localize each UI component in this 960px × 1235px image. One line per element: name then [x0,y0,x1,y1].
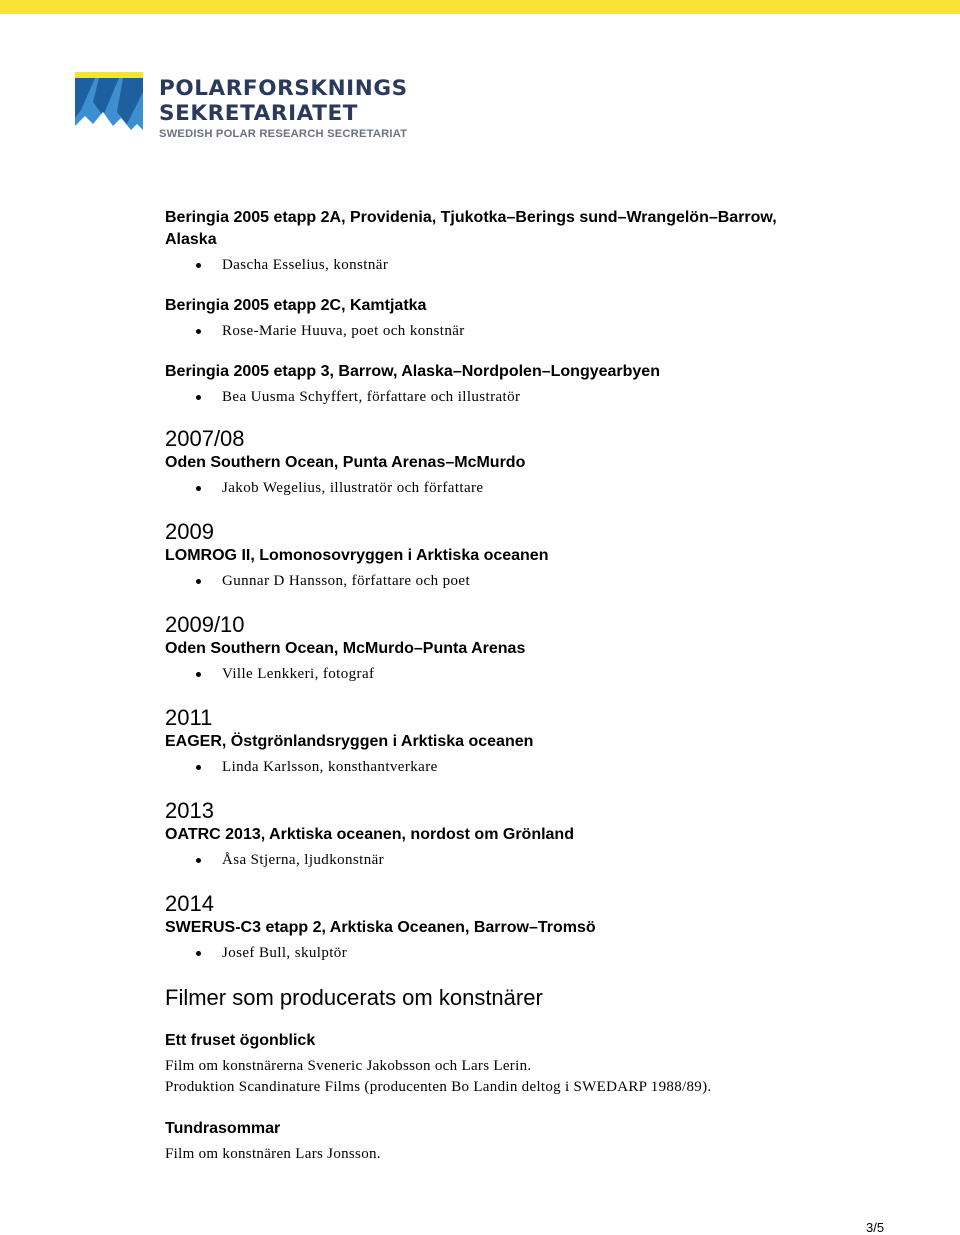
expedition-title: Oden Southern Ocean, McMurdo–Punta Arenas [165,640,526,657]
participant-list [165,321,825,341]
logo-title-line2: SEKRETARIATET [159,101,359,126]
year-heading: 2009 [165,519,214,544]
document-body [165,207,825,1165]
entry-beringia-3 [165,361,825,407]
entry-2013 [165,798,825,870]
entry-2009-10 [165,612,825,684]
participant-list [165,571,825,591]
polar-mountain-logo-icon [75,72,143,140]
expedition-title: SWERUS-C3 etapp 2, Arktiska Oceanen, Barrow–Tromsö [165,919,596,936]
film-description: Produktion Scandinature Films (producenten Bo Landin deltog i SWEDARP 1988/89). [165,1079,712,1095]
entry-beringia-2a [165,207,825,275]
participant-list [165,255,825,275]
participant-list [165,850,825,870]
expedition-title: LOMROG II, Lomonosovryggen i Arktiska oceanen [165,547,549,564]
participant-item: Gunnar D Hansson, författare och poet [165,571,825,591]
expedition-title: EAGER, Östgrönlandsryggen i Arktiska oceanen [165,733,534,750]
page-number: 3/5 [866,1220,885,1235]
entry-beringia-2c [165,295,825,341]
participant-item: Linda Karlsson, konsthantverkare [165,757,825,777]
participant-list [165,387,825,407]
logo-title-line1: POLARFORSKNINGS [159,76,408,101]
participant-list [165,757,825,777]
logo [75,72,408,144]
expedition-title: Oden Southern Ocean, Punta Arenas–McMurdo [165,454,526,471]
year-heading: 2009/10 [165,612,245,637]
top-accent-bar [0,0,960,14]
expedition-title: OATRC 2013, Arktiska oceanen, nordost om Grönland [165,826,574,843]
entry-2011 [165,705,825,777]
film-title: Tundrasommar [165,1120,281,1137]
year-heading: 2013 [165,798,214,823]
participant-item: Ville Lenkkeri, fotograf [165,664,825,684]
participant-list [165,943,825,963]
section-heading: Filmer som producerats om konstnärer [165,985,543,1010]
film-description: Film om konstnären Lars Jonsson. [165,1146,381,1162]
participant-item: Josef Bull, skulptör [165,943,825,963]
expedition-title: Beringia 2005 etapp 2A, Providenia, Tjukotka–Berings sund–Wrangelön–Barrow, Alaska [165,209,777,248]
expedition-title: Beringia 2005 etapp 3, Barrow, Alaska–Nordpolen–Longyearbyen [165,363,660,380]
year-heading: 2011 [165,705,213,730]
participant-item: Bea Uusma Schyffert, författare och illustratör [165,387,825,407]
film-title: Ett fruset ögonblick [165,1032,316,1049]
participant-item: Åsa Stjerna, ljudkonstnär [165,850,825,870]
participant-list [165,664,825,684]
logo-subtitle: SWEDISH POLAR RESEARCH SECRETARIAT [159,128,408,140]
year-heading: 2007/08 [165,426,245,451]
entry-2009 [165,519,825,591]
participant-list [165,478,825,498]
expedition-title: Beringia 2005 etapp 2C, Kamtjatka [165,297,427,314]
entry-2007-08 [165,426,825,498]
film-description: Film om konstnärerna Sveneric Jakobsson och Lars Lerin. [165,1058,532,1074]
films-section [165,984,825,1165]
participant-item: Dascha Esselius, konstnär [165,255,825,275]
year-heading: 2014 [165,891,214,916]
entry-2014 [165,891,825,963]
participant-item: Jakob Wegelius, illustratör och författare [165,478,825,498]
participant-item: Rose-Marie Huuva, poet och konstnär [165,321,825,341]
